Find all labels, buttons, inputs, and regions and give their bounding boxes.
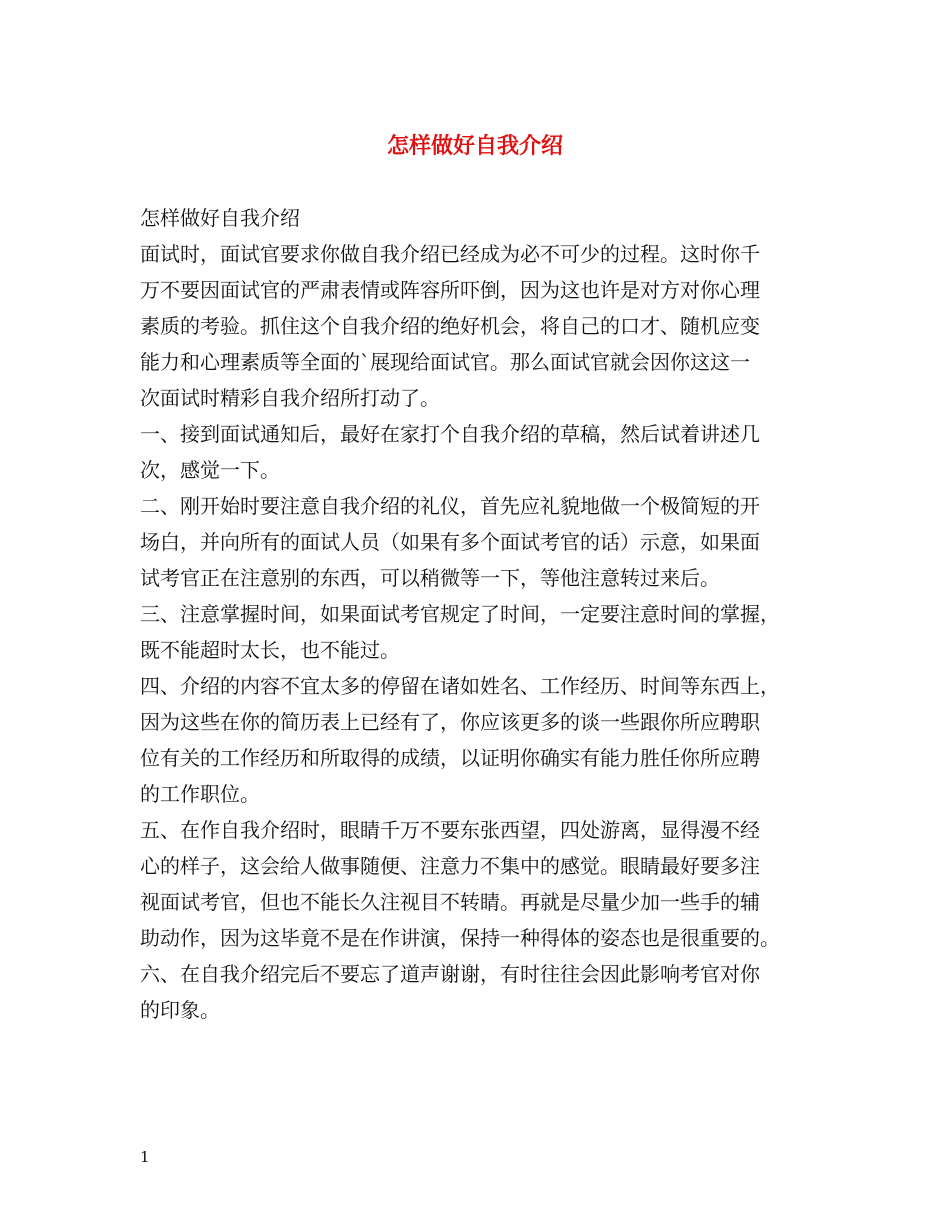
paragraph-line: 四、介绍的内容不宜太多的停留在诸如姓名、工作经历、时间等东西上， xyxy=(140,674,780,698)
paragraph-line: 因为这些在你的简历表上已经有了，你应该更多的谈一些跟你所应聘职 xyxy=(140,710,760,734)
paragraph-line: 素质的考验。抓住这个自我介绍的绝好机会，将自己的口才、随机应变 xyxy=(140,314,760,338)
paragraph-line: 一、接到面试通知后，最好在家打个自我介绍的草稿，然后试着讲述几 xyxy=(140,422,760,446)
paragraph-line: 六、在自我介绍完后不要忘了道声谢谢，有时往往会因此影响考官对你 xyxy=(140,962,760,986)
paragraph-line: 次面试时精彩自我介绍所打动了。 xyxy=(140,386,440,410)
paragraph-line: 五、在作自我介绍时，眼睛千万不要东张西望，四处游离，显得漫不经 xyxy=(140,818,760,842)
paragraph-line: 三、注意掌握时间，如果面试考官规定了时间，一定要注意时间的掌握， xyxy=(140,602,780,626)
document-subtitle: 怎样做好自我介绍 xyxy=(140,206,300,230)
paragraph-line: 视面试考官，但也不能长久注视目不转睛。再就是尽量少加一些手的辅 xyxy=(140,890,760,914)
paragraph-line: 面试时，面试官要求你做自我介绍已经成为必不可少的过程。这时你千 xyxy=(140,242,760,266)
page-number: 1 xyxy=(140,1148,150,1166)
document-body xyxy=(140,200,816,1028)
paragraph-line: 的工作职位。 xyxy=(140,782,260,806)
paragraph-line: 万不要因面试官的严肃表情或阵容所吓倒，因为这也许是对方对你心理 xyxy=(140,278,760,302)
paragraph-line: 场白，并向所有的面试人员（如果有多个面试考官的话）示意，如果面 xyxy=(140,530,760,554)
paragraph-line: 能力和心理素质等全面的`展现给面试官。那么面试官就会因你这这一 xyxy=(140,350,750,374)
paragraph-line: 既不能超时太长，也不能过。 xyxy=(140,638,400,662)
paragraph-line: 心的样子，这会给人做事随便、注意力不集中的感觉。眼睛最好要多注 xyxy=(140,854,760,878)
paragraph-line: 二、刚开始时要注意自我介绍的礼仪，首先应礼貌地做一个极简短的开 xyxy=(140,494,760,518)
paragraph-line: 助动作，因为这毕竟不是在作讲演，保持一种得体的姿态也是很重要的。 xyxy=(140,926,780,950)
paragraph-line: 位有关的工作经历和所取得的成绩，以证明你确实有能力胜任你所应聘 xyxy=(140,746,760,770)
paragraph-line: 次，感觉一下。 xyxy=(140,458,280,482)
paragraph-line: 试考官正在注意别的东西，可以稍微等一下，等他注意转过来后。 xyxy=(140,566,720,590)
document-title: 怎样做好自我介绍 xyxy=(386,133,563,159)
paragraph-line: 的印象。 xyxy=(140,998,220,1022)
